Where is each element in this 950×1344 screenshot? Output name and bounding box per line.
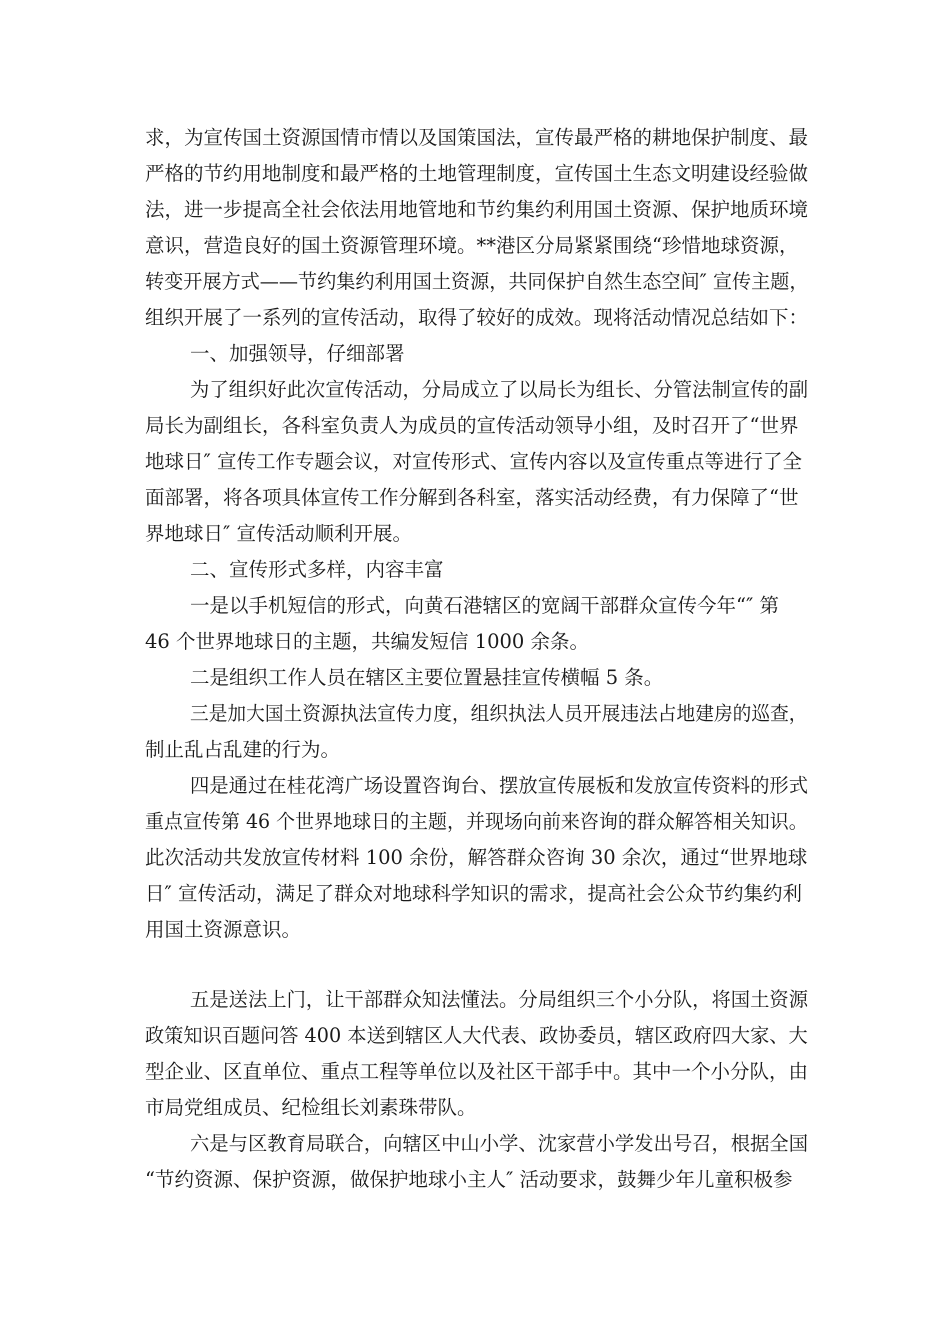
- section-heading: 一、加强领导，仔细部署: [190, 342, 405, 365]
- text-line: 转变开展方式——节约集约利用国土资源，共同保护自然生态空间″ 宣传主题，: [145, 270, 809, 293]
- text-line: 求，为宣传国土资源国情市情以及国策国法，宣传最严格的耕地保护制度、最: [145, 126, 809, 149]
- text-line: 法，进一步提高全社会依法用地管地和节约集约利用国土资源、保护地质环境: [145, 198, 809, 221]
- text-line: 制止乱占乱建的行为。: [145, 738, 341, 761]
- text-line: 组织开展了一系列的宣传活动，取得了较好的成效。现将活动情况总结如下：: [145, 306, 809, 329]
- text-line: 此次活动共发放宣传材料 100 余份，解答群众咨询 30 余次，通过“世界地球: [145, 846, 808, 869]
- text-line: 政策知识百题问答 400 本送到辖区人大代表、政协委员，辖区政府四大家、大: [145, 1024, 808, 1047]
- text-line: 型企业、区直单位、重点工程等单位以及社区干部手中。其中一个小分队，由: [145, 1060, 809, 1083]
- text-line: 重点宣传第 46 个世界地球日的主题，并现场向前来咨询的群众解答相关知识。: [145, 810, 808, 833]
- text-line: 市局党组成员、纪检组长刘素珠带队。: [145, 1096, 477, 1119]
- text-line: 意识，营造良好的国土资源管理环境。**港区分局紧紧围绕“珍惜地球资源，: [145, 234, 799, 257]
- text-line: 三是加大国土资源执法宣传力度，组织执法人员开展违法占地建房的巡查，: [190, 702, 808, 725]
- section-heading: 二、宣传形式多样，内容丰富: [190, 558, 444, 581]
- text-line: 四是通过在桂花湾广场设置咨询台、摆放宣传展板和发放宣传资料的形式: [190, 774, 809, 797]
- text-line: 为了组织好此次宣传活动，分局成立了以局长为组长、分管法制宣传的副: [190, 378, 809, 401]
- text-line: 五是送法上门，让干部群众知法懂法。分局组织三个小分队，将国土资源: [190, 988, 809, 1011]
- text-line: 六是与区教育局联合，向辖区中山小学、沈家营小学发出号召，根据全国: [190, 1132, 809, 1155]
- text-line: 严格的节约用地制度和最严格的土地管理制度，宣传国土生态文明建设经验做: [145, 162, 809, 185]
- text-line: 二是组织工作人员在辖区主要位置悬挂宣传横幅 5 条。: [190, 666, 664, 689]
- text-line: 面部署，将各项具体宣传工作分解到各科室，落实活动经费，有力保障了“世: [145, 486, 799, 509]
- text-line: “节约资源、保护资源，做保护地球小主人″ 活动要求，鼓舞少年儿童积极参: [145, 1168, 793, 1191]
- text-line: 地球日″ 宣传工作专题会议，对宣传形式、宣传内容以及宣传重点等进行了全: [145, 450, 802, 473]
- text-line: 局长为副组长，各科室负责人为成员的宣传活动领导小组，及时召开了“世界: [145, 414, 799, 437]
- text-line: 日″ 宣传活动，满足了群众对地球科学知识的需求，提高社会公众节约集约利: [145, 882, 802, 905]
- text-line: 界地球日″ 宣传活动顺利开展。: [145, 522, 412, 545]
- text-line: 一是以手机短信的形式，向黄石港辖区的宽阔干部群众宣传今年“″ 第: [190, 594, 779, 617]
- text-line: 用国土资源意识。: [145, 918, 302, 941]
- text-line: 46 个世界地球日的主题，共编发短信 1000 余条。: [145, 630, 590, 653]
